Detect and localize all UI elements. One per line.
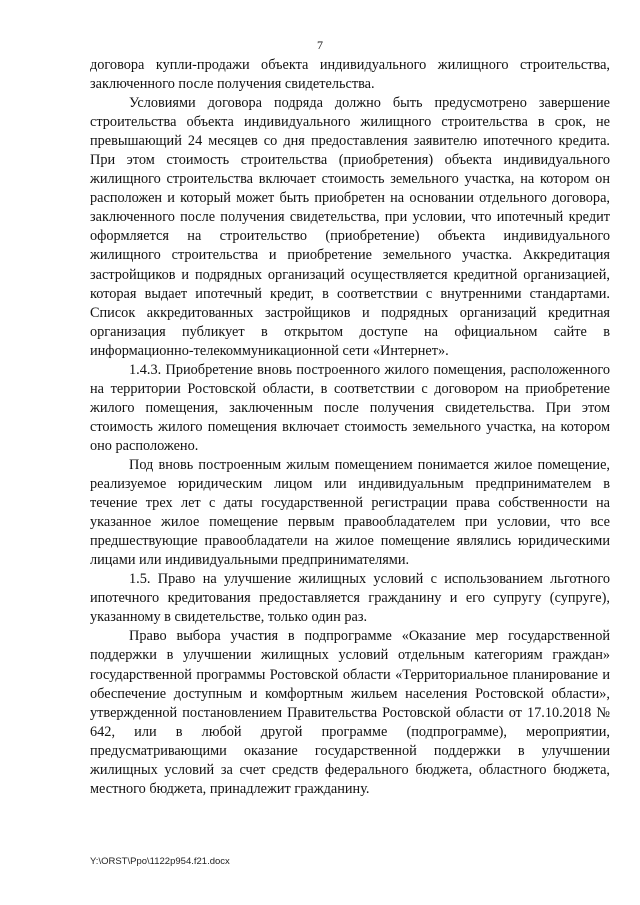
page-number: 7 [317,38,323,52]
paragraph-continuation: договора купли-продажи объекта индивидуального жилищного строительства, заключенного после получения свидетельства. [90,57,610,93]
paragraph-choice-right: Право выбора участия в подпрограмме «Оказание мер государственной поддержки в улучшении жилищных условий отдельным категориям граждан» государственной программы Ростовской области «Территориальное планирование и обеспечение доступным и комфортным жильем населения Ростовской области», утвержденной постановлением Правительства Ростовской области от 17.10.2018 № 642, или в любой другой программе (подпрограмме), мероприятии, предусматривающими оказание государственной поддержки в улучшении жилищных условий за счет средств федерального бюджета, областного бюджета, местного бюджета, принадлежит гражданину. [90,628,610,797]
footer-file-path: Y:\ORST\Ppo\1122p954.f21.docx [90,856,230,867]
paragraph-new-housing-definition: Под вновь построенным жилым помещением понимается жилое помещение, реализуемое юридическим лицом или индивидуальным предпринимателем в течение трех лет с даты государственной регистрации права собственности на указанное жилое помещение первым правообладателем при условии, что все предшествующие правообладатели на жилое помещение являлись юридическими лицами или индивидуальными предпринимателями. [90,456,610,569]
document-body [90,56,610,799]
paragraph-clause-1-4-3: 1.4.3. Приобретение вновь построенного жилого помещения, расположенного на территории Ростовской области, в соответствии с договором на приобретение жилого помещения, заключенным после получения свидетельства. При этом стоимость жилого помещения включает стоимость земельного участка, на котором оно расположено. [90,361,610,454]
paragraph-contract-conditions: Условиями договора подряда должно быть предусмотрено завершение строительства объекта индивидуального жилищного строительства в срок, не превышающий 24 месяцев со дня предоставления заявителю ипотечного кредита. При этом стоимость строительства (приобретения) объекта индивидуального жилищного строительства включает стоимость земельного участка, на котором он расположен и который может быть приобретен на основании отдельного договора, заключенного после получения свидетельства, при условии, что ипотечный кредит оформляется на строительство (приобретение) объекта индивидуального жилищного строительства и приобретение земельного участка. Аккредитация застройщиков и подрядных организаций осуществляется кредитной организацией, которая выдает ипотечный кредит, в соответствии с внутренними стандартами. Список аккредитованных застройщиков и подрядных организаций кредитная организация публикует в открытом доступе на официальном сайте в информационно-телекоммуникационной сети «Интернет». [90,95,610,359]
paragraph-clause-1-5: 1.5. Право на улучшение жилищных условий с использованием льготного ипотечного кредитования предоставляется гражданину и его супругу (супруге), указанному в свидетельстве, только один раз. [90,571,610,626]
